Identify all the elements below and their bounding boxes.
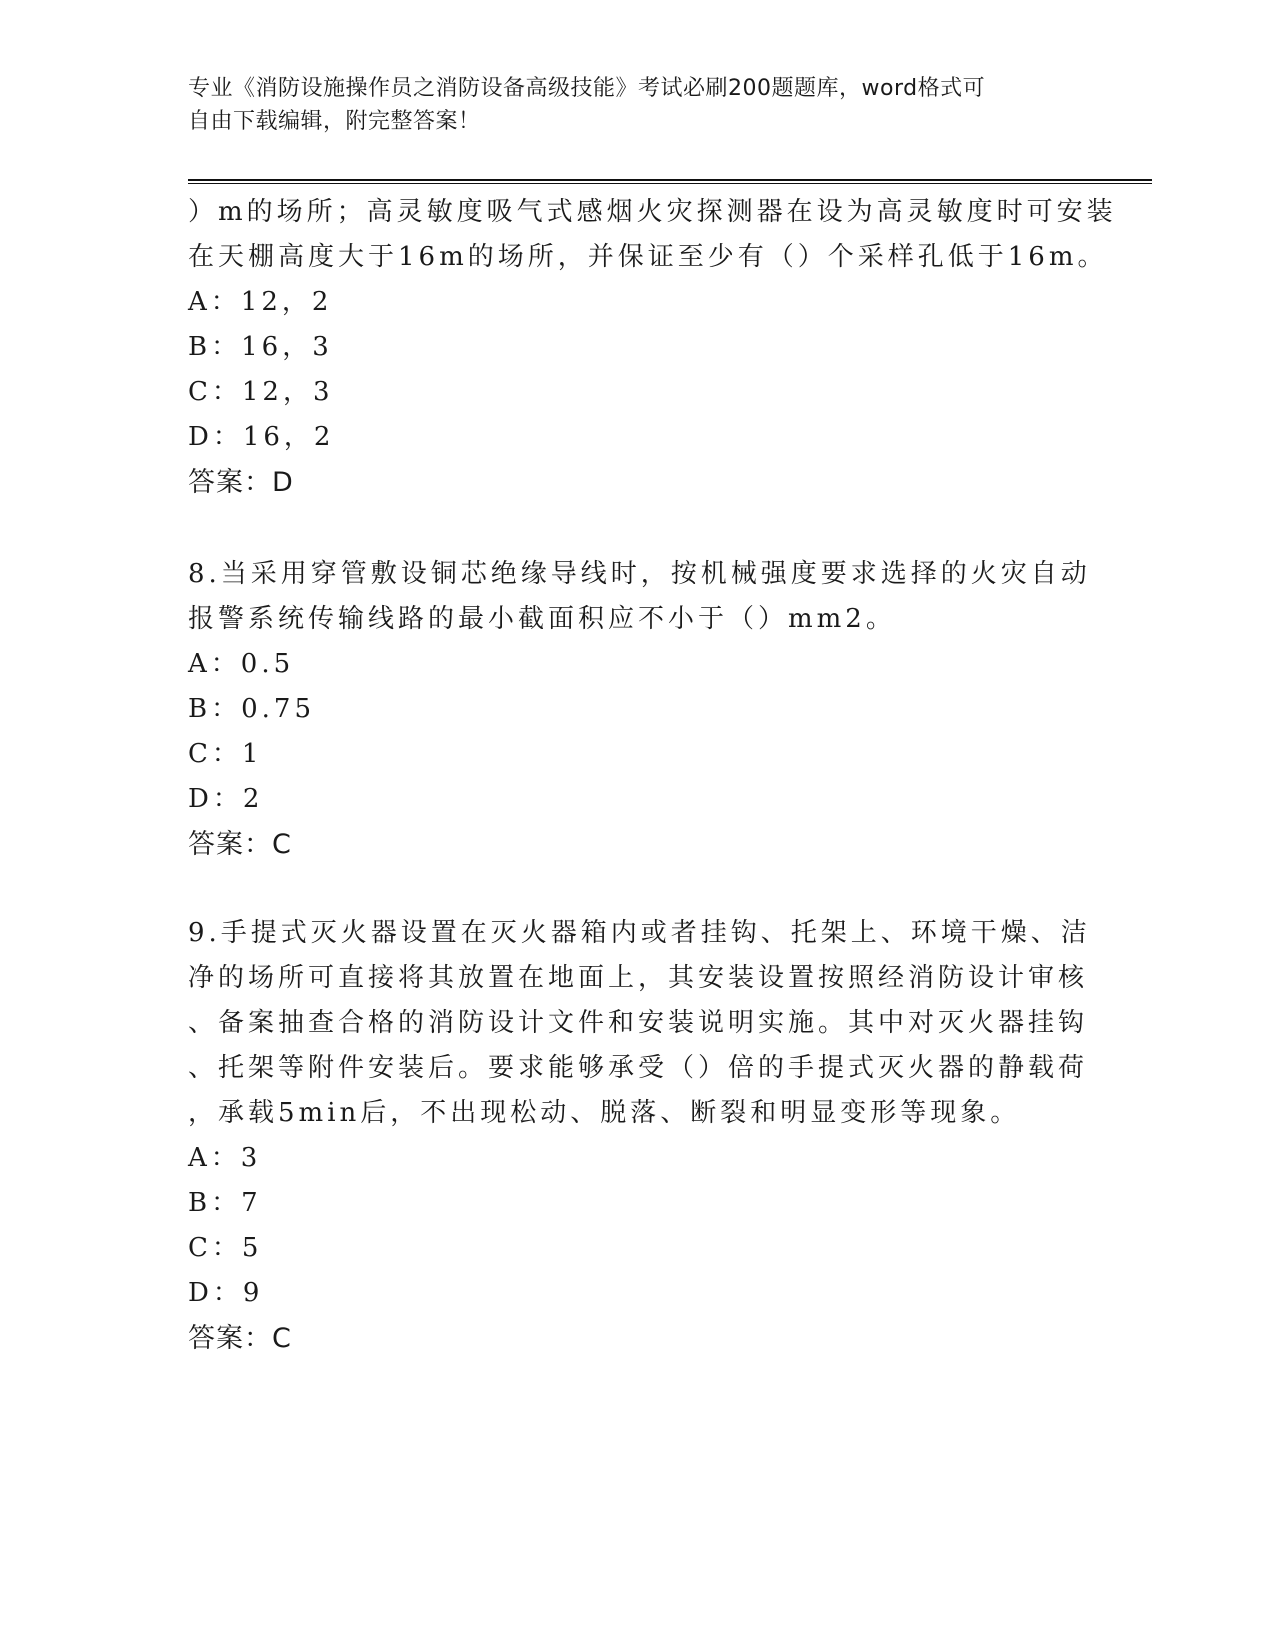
option-c: C：12，3	[188, 377, 334, 407]
option-c: C：5	[188, 1233, 263, 1263]
answer-line: 答案：C	[188, 829, 292, 860]
document-header	[188, 72, 1088, 138]
answer-line: 答案：D	[188, 467, 294, 498]
question-text-line: 、备案抽查合格的消防设计文件和安装说明实施。其中对灭火器挂钩	[188, 1008, 1089, 1038]
option-b: B：16，3	[188, 332, 333, 362]
option-b: B：0.75	[188, 694, 315, 724]
answer-line: 答案：C	[188, 1323, 292, 1354]
header-line-2: 自由下载编辑，附完整答案！	[188, 109, 481, 134]
question-text-line: 9.手提式灭火器设置在灭火器箱内或者挂钩、托架上、环境干燥、洁	[188, 918, 1091, 948]
question-text-line: ，承载5min后，不出现松动、脱落、断裂和明显变形等现象。	[188, 1098, 1021, 1128]
option-d: D：16，2	[188, 422, 335, 452]
header-divider-thick	[188, 179, 1152, 181]
question-text-line: ）m的场所；高灵敏度吸气式感烟火灾探测器在设为高灵敏度时可安装	[188, 197, 1117, 227]
question-list	[188, 190, 1117, 1361]
question-block-9	[188, 911, 1091, 1361]
question-text-line: 8.当采用穿管敷设铜芯绝缘导线时，按机械强度要求选择的火灾自动	[188, 559, 1091, 589]
option-a: A：12，2	[188, 287, 333, 317]
question-block-7	[188, 190, 1117, 505]
option-a: A：3	[188, 1143, 262, 1173]
header-line-1: 专业《消防设施操作员之消防设备高级技能》考试必刷200题题库，word格式可	[188, 76, 986, 101]
option-d: D：9	[188, 1278, 264, 1308]
option-c: C：1	[188, 739, 263, 769]
option-d: D：2	[188, 784, 264, 814]
question-text-line: 、托架等附件安装后。要求能够承受（）倍的手提式灭火器的静载荷	[188, 1053, 1089, 1083]
question-text-line: 在天棚高度大于16m的场所，并保证至少有（）个采样孔低于16m。	[188, 242, 1108, 272]
option-a: A：0.5	[188, 649, 295, 679]
spacer	[188, 867, 1088, 911]
question-text-line: 报警系统传输线路的最小截面积应不小于（）mm2。	[188, 604, 896, 634]
question-text-line: 净的场所可直接将其放置在地面上，其安装设置按照经消防设计审核	[188, 963, 1089, 993]
option-b: B：7	[188, 1188, 262, 1218]
header-divider-thin	[188, 183, 1152, 184]
question-block-8	[188, 552, 1091, 867]
spacer	[188, 505, 1088, 552]
